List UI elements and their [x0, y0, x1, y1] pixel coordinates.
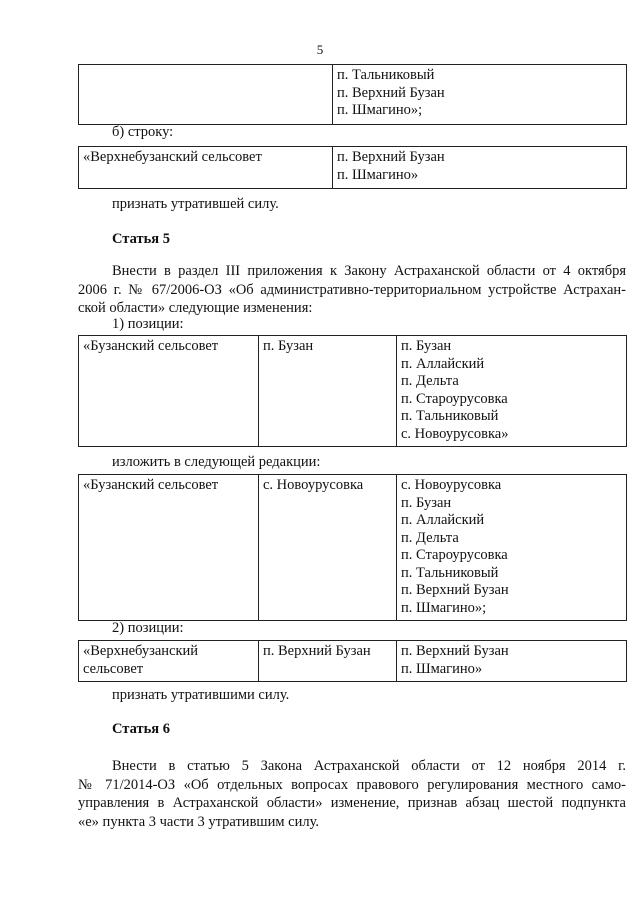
- council-name: «Верхнебузанский сельсовет: [83, 149, 262, 165]
- item-b-label: б) строку:: [112, 124, 174, 140]
- table-cell-settlements: [333, 65, 627, 125]
- table-upper-buzan-row: [78, 146, 627, 189]
- table-cell-center: [259, 641, 397, 682]
- table-row: [79, 65, 627, 125]
- settlement-name: п. Староурусовка: [401, 547, 508, 563]
- settlement-name: п. Аллайский: [401, 355, 485, 372]
- article-6-heading: Статья 6: [112, 721, 170, 737]
- recognize-void-plural-text: признать утратившими силу.: [112, 687, 290, 703]
- table-cell-council: [79, 475, 259, 621]
- table-cell-council: [79, 336, 259, 447]
- page-number: 5: [316, 42, 324, 57]
- table-cell-empty: [79, 65, 333, 125]
- settlement-name: п. Шмагино»;: [337, 102, 423, 118]
- recognize-void-text: признать утратившей силу.: [112, 196, 279, 212]
- article-5-heading: Статья 5: [112, 231, 170, 247]
- table-buzan-new: [78, 474, 627, 621]
- table-row: [79, 336, 627, 447]
- item-2-label: 2) позиции:: [112, 620, 184, 636]
- paragraph-line: управления в Астраханской области» изменение, признав абзац шестой подпункта: [78, 795, 626, 811]
- council-name: «Бузанский сельсовет: [83, 338, 219, 354]
- paragraph-line: Внести в раздел III приложения к Закону Астраханской области от 4 октября: [112, 263, 626, 279]
- table-tail-previous: [78, 64, 627, 125]
- settlement-name: п. Верхний Бузан: [337, 149, 445, 165]
- settlement-name: п. Верхний Бузан: [401, 582, 509, 598]
- table-row: [79, 475, 627, 621]
- settlement-name: п. Дельта: [401, 529, 459, 546]
- settlement-name: п. Староурусовка: [401, 390, 508, 407]
- settlement-name: с. Новоурусовка: [401, 477, 502, 493]
- settlement-name: п. Бузан: [401, 494, 452, 511]
- settlement-name: п. Верхний Бузан: [337, 84, 445, 101]
- admin-center: п. Верхний Бузан: [263, 643, 371, 659]
- table-cell-settlements: [397, 641, 627, 682]
- table-cell-council: [79, 147, 333, 189]
- paragraph-line: 2006 г. № 67/2006-ОЗ «Об административно-территориальном устройстве Астрахан-: [78, 281, 626, 298]
- table-cell-settlements: [333, 147, 627, 189]
- settlement-name: п. Бузан: [401, 338, 452, 354]
- settlement-name: п. Тальниковый: [401, 408, 499, 424]
- table-cell-council: [79, 641, 259, 682]
- settlement-name: п. Верхний Бузан: [401, 643, 509, 659]
- council-name: сельсовет: [83, 660, 144, 677]
- settlement-name: п. Шмагино»: [401, 660, 483, 677]
- table-upper-buzan: [78, 640, 627, 682]
- table-row: [79, 147, 627, 189]
- paragraph-line: ской области» следующие изменения:: [78, 300, 313, 316]
- settlement-name: п. Тальниковый: [337, 67, 435, 83]
- council-name: «Верхнебузанский: [83, 643, 199, 659]
- table-cell-center: [259, 475, 397, 621]
- settlement-name: п. Тальниковый: [401, 564, 499, 581]
- table-row: [79, 641, 627, 682]
- settlement-name: п. Шмагино»;: [401, 599, 487, 616]
- table-cell-center: [259, 336, 397, 447]
- council-name: «Бузанский сельсовет: [83, 477, 219, 493]
- admin-center: с. Новоурусовка: [263, 477, 364, 493]
- settlement-name: п. Шмагино»: [337, 166, 419, 183]
- paragraph-line: «е» пункта 3 части 3 утратившим силу.: [78, 813, 319, 830]
- table-cell-settlements: [397, 336, 627, 447]
- table-buzan-current: [78, 335, 627, 447]
- paragraph-line: Внести в статью 5 Закона Астраханской области от 12 ноября 2014 г.: [112, 758, 626, 774]
- paragraph-line: № 71/2014-ОЗ «Об отдельных вопросах правового регулирования местного само-: [78, 776, 626, 793]
- settlement-name: с. Новоурусовка»: [401, 425, 509, 442]
- settlement-name: п. Аллайский: [401, 512, 485, 528]
- table-cell-settlements: [397, 475, 627, 621]
- article-5-paragraph: [78, 262, 626, 318]
- admin-center: п. Бузан: [263, 338, 314, 354]
- settlement-name: п. Дельта: [401, 373, 459, 389]
- item-1-label: 1) позиции:: [112, 316, 184, 332]
- restate-text: изложить в следующей редакции:: [112, 454, 321, 470]
- article-6-paragraph: [78, 757, 626, 831]
